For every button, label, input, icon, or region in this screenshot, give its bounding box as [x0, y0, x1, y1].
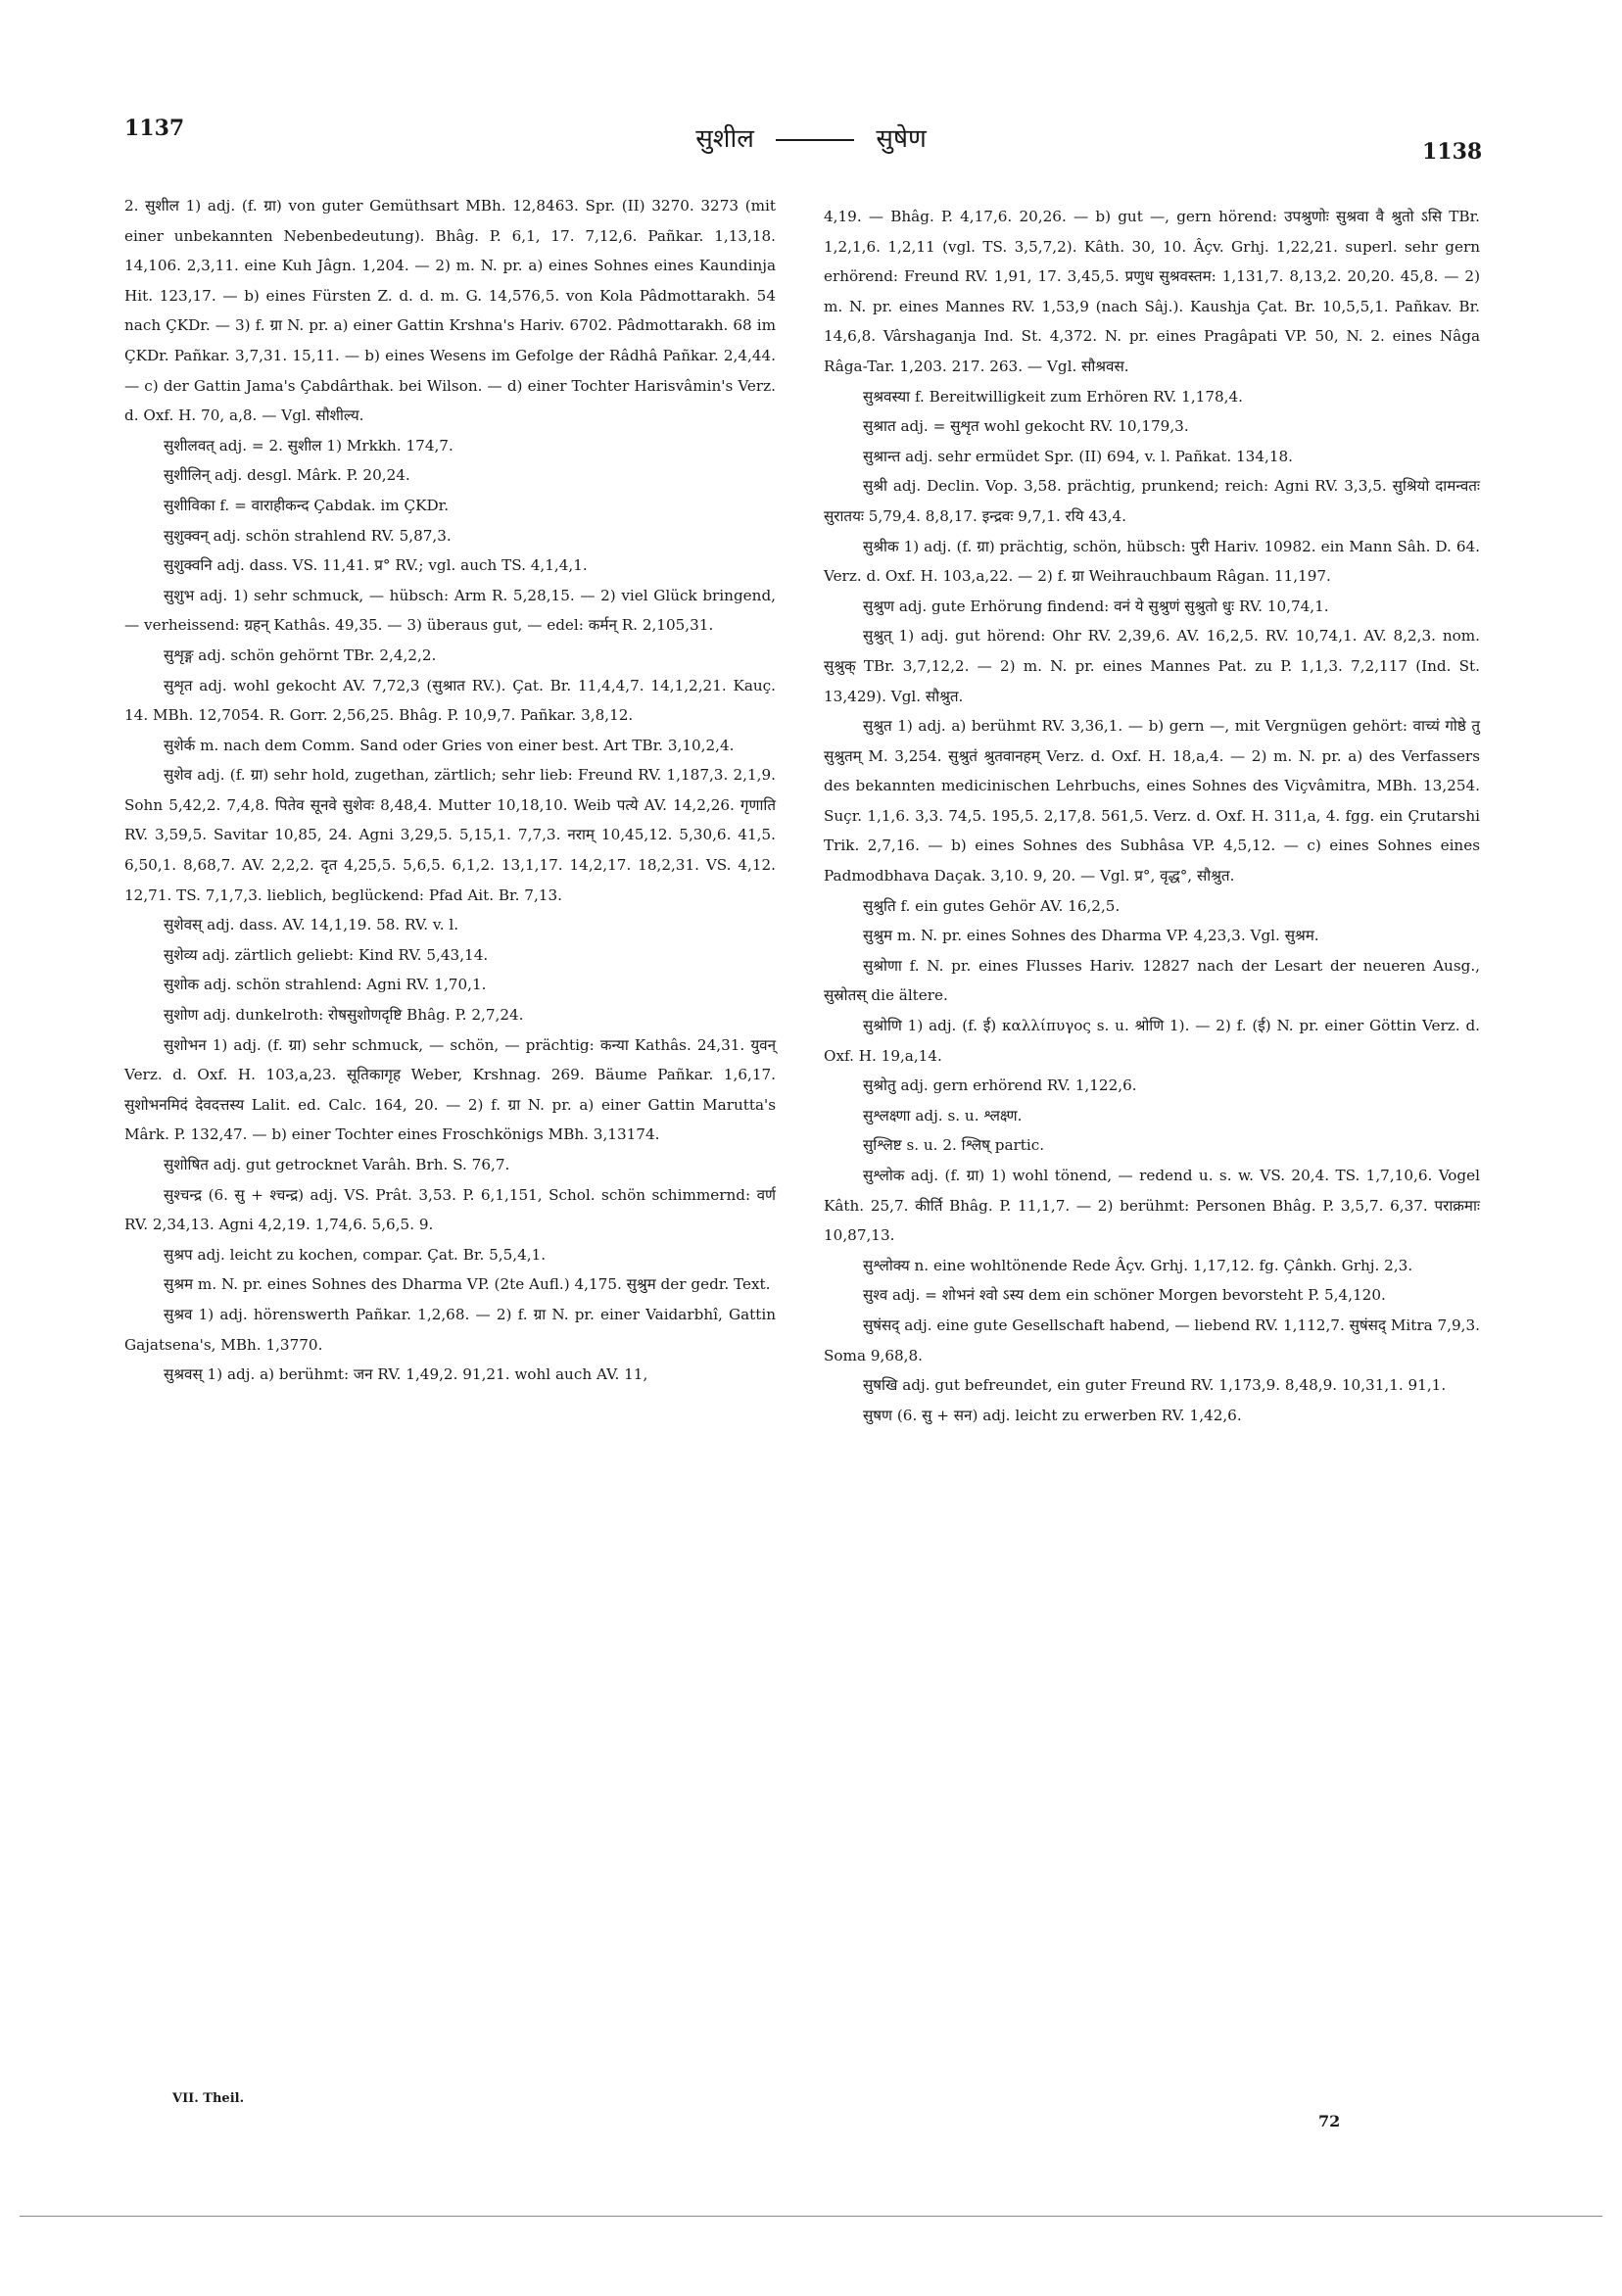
dictionary-entry: सुश्रुम m. N. pr. eines Sohnes des Dharma VP. 4,23,3. Vgl. सुश्रम. [863, 927, 1319, 945]
dictionary-entry: सुश्रीक 1) adj. (f. ग्रा) prächtig, schön, hübsch: पुरी Hariv. 10982. ein Mann Sâh. D. 64. Verz. d. Oxf. H. 103,a,22. — 2) f. ग्रा Weihrauchbaum Râgan. 11,197. [824, 537, 1480, 586]
dictionary-entry: सुश्रुण adj. gute Erhörung findend: वनं ये सुश्रुणं सुश्रुतो धुः RV. 10,74,1. [863, 597, 1329, 615]
left-column [124, 191, 776, 1390]
dictionary-entry: सुश्रवस् 1) adj. a) berühmt: जन RV. 1,49,2. 91,21. wohl auch AV. 11, [164, 1365, 648, 1384]
dictionary-entry: सुश्चन्द्र (6. सु + श्चन्द्र) adj. VS. Prât. 3,53. P. 6,1,151, Schol. schön schimmernd: वर्ण RV. 2,34,13. Agni 4,2,19. 1,74,6. 5,6,5. 9. [124, 1185, 776, 1234]
dictionary-entry: सुषण (6. सु + सन) adj. leicht zu erwerben RV. 1,42,6. [863, 1406, 1242, 1424]
right-column [824, 202, 1480, 1430]
dictionary-entry: सुश्रुत 1) adj. a) berühmt RV. 3,36,1. — b) gern —, mit Vergnügen gehört: वाच्यं गोष्ठे तु सुश्रुतम् M. 3,254. सुश्रुतं श्रुतवानहम् Verz. d. Oxf. H. 18,a,4. — 2) m. N. pr. a) des Verfassers des bekannten medicinischen Lehrbuchs, eines Sohnes des Viçvâmitra, MBh. 13,254. Suçr. 1,1,6. 3,3. 74,5. 195,5. 2,17,8. 561,5. Verz. d. Oxf. H. 311,a, 4. fgg. ein Çrutarshi Trik. 2,7,16. — b) eines Sohnes des Subhâsa VP. 4,5,12. — c) eines Sohnes eines Padmodbhava Daçak. 3,10. 9, 20. — Vgl. प्र°, वृद्ध°, सौश्रुत. [824, 717, 1480, 885]
bottom-rule [20, 2216, 1602, 2217]
page-number-right: 1138 [1422, 139, 1483, 165]
dictionary-entry: सुशीविका f. = वाराहीकन्द Çabdak. im ÇKDr. [164, 496, 450, 514]
page-number-left: 1137 [124, 116, 185, 141]
dictionary-entry: सुश्रोणि 1) adj. (f. ई) καλλίπυγος s. u. श्रोणि 1). — 2) f. (ई) N. pr. einer Göttin Verz. d. Oxf. H. 19,a,14. [824, 1017, 1480, 1065]
dictionary-entry: सुशेव्य adj. zärtlich geliebt: Kind RV. 5,43,14. [164, 945, 489, 964]
dictionary-entry: 4,19. — Bhâg. P. 4,17,6. 20,26. — b) gut —, gern hörend: उपश्रुणोः सुश्रवा वै श्रुतो ऽसि TBr. 1,2,1,6. 1,2,11 (vgl. TS. 3,5,7,2). Kâth. 30, 10. Âçv. Grhj. 1,22,21. superl. sehr gern erhörend: Freund RV. 1,91, 17. 3,45,5. प्रणुध सुश्रवस्तम: 1,131,7. 8,13,2. 20,20. 45,8. — 2) m. N. pr. eines Mannes RV. 1,53,9 (nach Sâj.). Kaushja Çat. Br. 10,5,5,1. Pañkav. Br. 14,6,8. Vârshaganja Ind. St. 4,372. N. pr. eines Pragâpati VP. 50, N. 2. eines Nâga Râga-Tar. 1,203. 217. 263. — Vgl. सौश्रवस. [824, 208, 1480, 375]
dictionary-entry: सुश्रोतु adj. gern erhörend RV. 1,122,6. [863, 1076, 1137, 1095]
dictionary-entry: सुशुभ adj. 1) sehr schmuck, — hübsch: Arm R. 5,28,15. — 2) viel Glück bringend, — verheissend: ग्रहन् Kathâs. 49,35. — 3) überaus gut, — edel: कर्मन् R. 2,105,31. [124, 586, 776, 635]
dictionary-entry: सुश्रम m. N. pr. eines Sohnes des Dharma VP. (2te Aufl.) 4,175. सुश्रुम der gedr. Text. [164, 1275, 771, 1294]
dictionary-entry: सुश्रुत् 1) adj. gut hörend: Ohr RV. 2,39,6. AV. 16,2,5. RV. 10,74,1. AV. 8,2,3. nom. सुश्रुक् TBr. 3,7,12,2. — 2) m. N. pr. eines Mannes Pat. zu P. 1,1,3. 7,2,117 (Ind. St. 13,429). Vgl. सौश्रुत. [824, 627, 1480, 705]
dictionary-entry: सुशृत adj. wohl gekocht AV. 7,72,3 (सुश्रात RV.). Çat. Br. 11,4,4,7. 14,1,2,21. Kauç. 14. MBh. 12,7054. R. Gorr. 2,56,25. Bhâg. P. 10,9,7. Pañkar. 3,8,12. [124, 676, 776, 725]
dictionary-entry: सुश्व adj. = शोभनं श्वो ऽस्य dem ein schöner Morgen bevorsteht P. 5,4,120. [863, 1286, 1386, 1305]
volume-signature: VII. Theil. [172, 2091, 245, 2106]
head-left-word: सुशील [695, 124, 754, 154]
dictionary-entry: सुश्लिष्ट s. u. 2. श्लिष् partic. [863, 1136, 1045, 1155]
head-dash [776, 139, 854, 141]
dictionary-entry: सुश्लोक adj. (f. ग्रा) 1) wohl tönend, — redend u. s. w. VS. 20,4. TS. 1,7,10,6. Vogel Kâth. 25,7. कीर्ति Bhâg. P. 11,1,7. — 2) berühmt: Personen Bhâg. P. 3,5,7. 6,37. पराक्रमाः 10,87,13. [824, 1167, 1480, 1245]
dictionary-entry: सुषखि adj. gut befreundet, ein guter Freund RV. 1,173,9. 8,48,9. 10,31,1. 91,1. [863, 1376, 1447, 1395]
dictionary-entry: 2. सुशील 1) adj. (f. ग्रा) von guter Gemüthsart MBh. 12,8463. Spr. (II) 3270. 3273 (mit einer unbekannten Nebenbedeutung). Bhâg. P. 6,1, 17. 7,12,6. Pañkar. 1,13,18. 14,106. 2,3,11. eine Kuh Jâgn. 1,204. — 2) m. N. pr. a) eines Sohnes eines Kaundinja Hit. 123,17. — b) eines Fürsten Z. d. d. m. G. 14,576,5. von Kola Pâdmottarakh. 54 nach ÇKDr. — 3) f. ग्रा N. pr. a) einer Gattin Krshna's Hariv. 6702. Pâdmottarakh. 68 im ÇKDr. Pañkar. 3,7,31. 15,11. — b) eines Wesens im Gefolge der Râdhâ Pañkar. 2,4,44. — c) der Gattin Jama's Çabdârthak. bei Wilson. — d) einer Tochter Harisvâmin's Verz. d. Oxf. H. 70, a,8. — Vgl. सौशील्य. [124, 197, 776, 425]
dictionary-entry: सुश्रात adj. = सुशृत wohl gekocht RV. 10,179,3. [863, 417, 1189, 436]
dictionary-entry: सुश्रव 1) adj. hörenswerth Pañkar. 1,2,68. — 2) f. ग्रा N. pr. einer Vaidarbhî, Gattin Gajatsena's, MBh. 1,3770. [124, 1305, 776, 1354]
dictionary-entry: सुषंसद् adj. eine gute Gesellschaft habend, — liebend RV. 1,112,7. सुषंसद् Mitra 7,9,3. Soma 9,68,8. [824, 1315, 1480, 1364]
dictionary-entry: सुशुक्वनि adj. dass. VS. 11,41. प्र° RV.; vgl. auch TS. 4,1,4,1. [164, 556, 588, 575]
dictionary-entry: सुशोण adj. dunkelroth: रोषसुशोणदृष्टि Bhâg. P. 2,7,24. [164, 1006, 524, 1025]
dictionary-entry: सुश्रोणा f. N. pr. eines Flusses Hariv. 12827 nach der Lesart der neueren Ausg., सुस्रोतस् die ältere. [824, 956, 1480, 1005]
sheet-number: 72 [1318, 2112, 1341, 2130]
dictionary-entry: सुशोषित adj. gut getrocknet Varâh. Brh. S. 76,7. [164, 1156, 510, 1173]
dictionary-entry: सुशेव adj. (f. ग्रा) sehr hold, zugethan, zärtlich; sehr lieb: Freund RV. 1,187,3. 2,1,9. Sohn 5,42,2. 7,4,8. पितेव सूनवे सुशेवः 8,48,4. Mutter 10,18,10. Weib पत्ये AV. 14,2,26. गृणाति RV. 3,59,5. Savitar 10,85, 24. Agni 3,29,5. 5,15,1. 7,7,3. नराम् 10,45,12. 5,30,6. 41,5. 6,50,1. 8,68,7. AV. 2,2,2. दृत 4,25,5. 5,6,5. 6,1,2. 13,1,17. 14,2,17. 18,2,31. VS. 4,12. 12,71. TS. 7,1,7,3. lieblich, beglückend: Pfad Ait. Br. 7,13. [124, 766, 776, 904]
dictionary-entry: सुशुक्वन् adj. schön strahlend RV. 5,87,3. [164, 526, 452, 545]
head-right-word: सुषेण [876, 124, 927, 154]
dictionary-entry: सुशोक adj. schön strahlend: Agni RV. 1,70,1. [164, 976, 487, 994]
dictionary-entry: सुशृङ्ग adj. schön gehörnt TBr. 2,4,2,2. [164, 646, 437, 664]
dictionary-entry: सुश्रवस्या f. Bereitwilligkeit zum Erhören RV. 1,178,4. [863, 387, 1243, 406]
dictionary-entry: सुश्रुति f. ein gutes Gehör AV. 16,2,5. [863, 896, 1121, 915]
dictionary-entry: सुश्लोक्य n. eine wohltönende Rede Âçv. Grhj. 1,17,12. fg. Çânkh. Grhj. 2,3. [863, 1256, 1413, 1274]
dictionary-entry: सुश्रप adj. leicht zu kochen, compar. Çat. Br. 5,5,4,1. [164, 1245, 547, 1264]
running-head [0, 120, 1622, 155]
dictionary-entry: सुश्री adj. Declin. Vop. 3,58. prächtig, prunkend; reich: Agni RV. 3,3,5. सुश्रियो दामन्वतः सुरातयः 5,79,4. 8,8,17. इन्द्रवः 9,7,1. रयि 43,4. [824, 477, 1480, 525]
dictionary-entry: सुशेर्क m. nach dem Comm. Sand oder Gries von einer best. Art TBr. 3,10,2,4. [164, 736, 735, 754]
dictionary-entry: सुशोभन 1) adj. (f. ग्रा) sehr schmuck, — schön, — prächtig: कन्या Kathâs. 24,31. युवन् Verz. d. Oxf. H. 103,a,23. सूतिकागृह Weber, Krshnag. 269. Bäume Pañkar. 1,6,17. सुशोभनमिदं देवदत्तस्य Lalit. ed. Calc. 164, 20. — 2) f. ग्रा N. pr. a) einer Gattin Marutta's Mârk. P. 132,47. — b) einer Tochter eines Froschkönigs MBh. 3,13174. [124, 1035, 776, 1144]
dictionary-entry: सुश्रान्त adj. sehr ermüdet Spr. (II) 694, v. l. Pañkat. 134,18. [863, 447, 1293, 465]
dictionary-entry: सुशीलवत् adj. = 2. सुशील 1) Mrkkh. 174,7. [164, 436, 453, 454]
dictionary-entry: सुशेवस् adj. dass. AV. 14,1,19. 58. RV. v. l. [164, 916, 459, 934]
dictionary-entry: सुशीलिन् adj. desgl. Mârk. P. 20,24. [164, 466, 410, 485]
dictionary-entry: सुश्लक्ष्णा adj. s. u. श्लक्ष्ण. [863, 1106, 1023, 1124]
